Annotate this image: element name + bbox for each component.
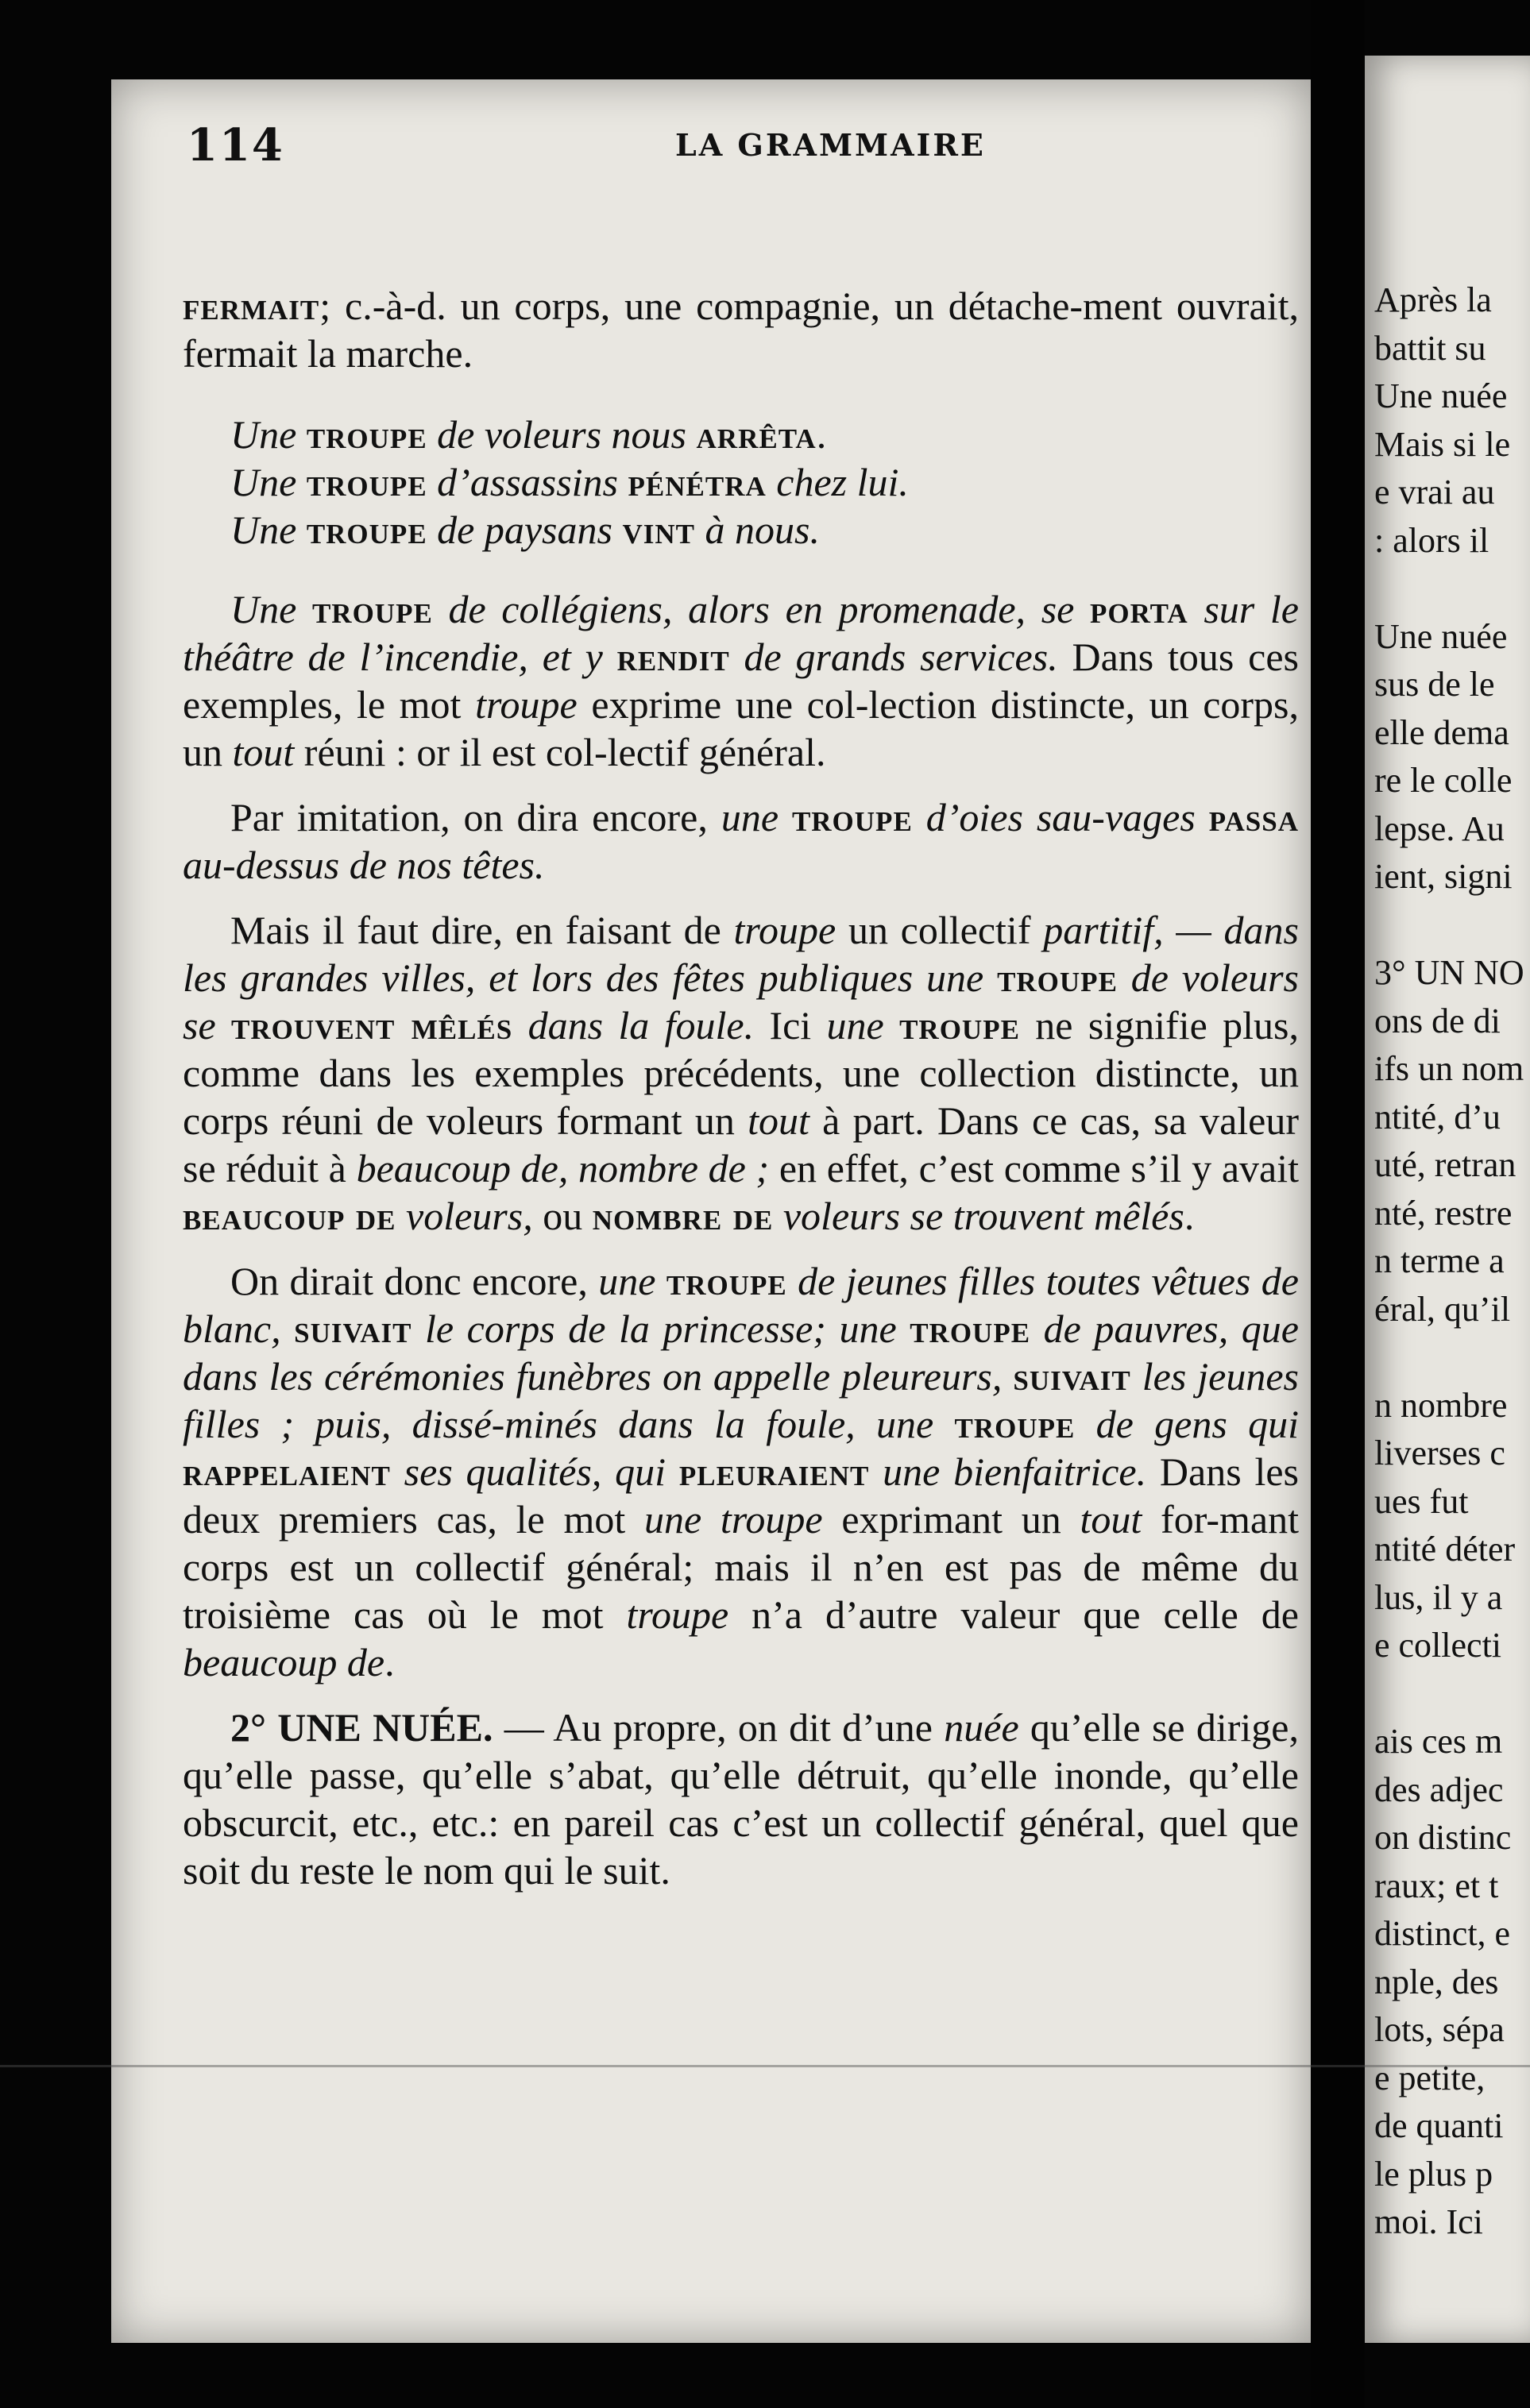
facing-line: e collecti xyxy=(1374,1626,1502,1665)
example-line xyxy=(230,411,1299,458)
facing-line: ais ces m xyxy=(1374,1722,1503,1761)
text-run: une troupe xyxy=(644,1497,823,1542)
text-run: de gens qui xyxy=(1075,1402,1299,1446)
text-run: à nous. xyxy=(695,507,820,552)
facing-line: nple, des xyxy=(1374,1962,1499,2001)
text-run: les jeunes filles ; puis, dissé-minés dans la foule, une xyxy=(183,1354,1299,1446)
text-run: Une xyxy=(230,460,307,504)
text-run: troupe xyxy=(666,1259,787,1303)
facing-line: ues fut xyxy=(1374,1481,1469,1521)
text-run: au-dessus de nos têtes. xyxy=(183,843,545,887)
facing-line xyxy=(1374,565,1525,613)
text-run: sur le théâtre de l’incendie, et y xyxy=(183,587,1299,679)
facing-page-fragments xyxy=(1374,276,1525,2247)
facing-line: sus de le xyxy=(1374,665,1495,704)
text-run: beaucoup de xyxy=(183,1640,385,1684)
text-run: exprimant un xyxy=(822,1497,1080,1542)
text-run: Ici xyxy=(754,1003,827,1048)
text-run: réuni : or il est col-lectif général. xyxy=(294,730,826,774)
facing-line: elle dema xyxy=(1374,712,1509,752)
example-line xyxy=(230,506,1299,554)
text-run: qu’elle se dirige, qu’elle passe, qu’elle s’abat, qu’elle détruit, qu’elle inonde, qu’elle obscurcit, etc., etc.: en pareil cas c’est un collectif général, quel que soit du reste le nom qui le suit. xyxy=(183,1705,1299,1893)
facing-line: n nombre xyxy=(1374,1385,1508,1425)
facing-line: liverses c xyxy=(1374,1434,1505,1472)
facing-line: : alors il xyxy=(1374,520,1489,560)
running-head: LA GRAMMAIRE xyxy=(675,127,986,163)
text-run: un collectif xyxy=(836,908,1044,952)
facing-line: lots, sépa xyxy=(1374,2010,1505,2049)
text-run: rendit xyxy=(616,635,730,679)
facing-line: lus, il y a xyxy=(1374,1577,1503,1617)
facing-line: éral, qu’il xyxy=(1374,1289,1511,1329)
text-run: une xyxy=(826,1003,900,1048)
facing-line: 3° UN NO xyxy=(1374,953,1524,992)
text-run: pleuraient xyxy=(678,1449,870,1494)
text-run: ou xyxy=(532,1194,593,1238)
facing-line xyxy=(1374,1670,1525,1719)
text-run: une bienfaitrice. xyxy=(869,1449,1147,1494)
facing-line: ntité, d’u xyxy=(1374,1097,1501,1136)
text-run: de collégiens, alors en promenade, se xyxy=(432,587,1091,631)
facing-line: Après la xyxy=(1374,280,1492,319)
text-run: troupe xyxy=(910,1306,1031,1351)
text-run: à part. Dans ce cas, sa valeur se réduit à xyxy=(183,1098,1299,1190)
text-run: de voleurs nous xyxy=(427,412,697,457)
example-sentences xyxy=(230,411,1299,554)
facing-line: ons de di xyxy=(1374,1001,1501,1040)
paragraph xyxy=(183,793,1299,889)
paragraph-section-2 xyxy=(183,1704,1299,1894)
text-run: Une xyxy=(230,412,307,457)
text-run: tout xyxy=(1080,1497,1142,1542)
text-run: nombre de xyxy=(592,1194,774,1238)
paragraph xyxy=(183,1257,1299,1686)
text-run xyxy=(773,1194,783,1238)
facing-line: ntité déter xyxy=(1374,1530,1516,1569)
text-run: n’a d’autre valeur que celle de xyxy=(728,1592,1299,1637)
text-run: partitif, — dans les grandes villes, et lors des fêtes publiques une xyxy=(183,908,1299,1000)
page-number: 114 xyxy=(187,119,284,172)
text-run: troupe xyxy=(306,460,427,504)
facing-line: des adjec xyxy=(1374,1769,1504,1809)
text-run: d’assassins xyxy=(427,460,628,504)
facing-line xyxy=(1374,1333,1525,1382)
facing-line: e petite, xyxy=(1374,2058,1486,2097)
facing-line: Mais si le xyxy=(1374,424,1511,464)
text-run: nuée xyxy=(944,1705,1019,1750)
text-run: . xyxy=(1184,1194,1195,1238)
text-run: troupe xyxy=(954,1402,1076,1446)
text-run: voleurs se trouvent mêlés xyxy=(782,1194,1184,1238)
text-run: troupe xyxy=(791,795,913,839)
paragraph xyxy=(183,585,1299,776)
text-run: troupe xyxy=(626,1592,729,1637)
main-text xyxy=(183,282,1299,1912)
text-run: . xyxy=(384,1640,395,1684)
text-run: exprime une col-lection distincte, un corps, un xyxy=(183,682,1300,774)
facing-line: Une nuée xyxy=(1374,376,1508,415)
text-run: pénétra xyxy=(628,460,767,504)
text-run: — Au propre, on dit d’une xyxy=(493,1705,945,1750)
facing-line: battit su xyxy=(1374,328,1486,368)
facing-line: raux; et t xyxy=(1374,1866,1499,1905)
text-run: troupe xyxy=(997,955,1118,1000)
text-run: dans la foule. xyxy=(512,1003,755,1048)
facing-line xyxy=(1374,901,1525,950)
text-run: de jeunes filles toutes vêtues de blanc, xyxy=(183,1259,1300,1351)
text-run: troupe xyxy=(306,507,427,552)
text-run: troupe xyxy=(311,587,433,631)
text-run: le corps de la princesse; une xyxy=(411,1306,910,1351)
text-run: troupe xyxy=(475,682,578,727)
text-run: troupe xyxy=(733,908,836,952)
paragraph-continuation xyxy=(183,282,1299,377)
text-run: tout xyxy=(232,730,295,774)
section-heading: 2° UNE NUÉE. xyxy=(230,1705,493,1750)
facing-line: on distinc xyxy=(1374,1818,1512,1857)
text-run: en effet, c’est comme s’il y avait xyxy=(769,1146,1300,1190)
text-run: passa xyxy=(1208,795,1299,839)
text-run: chez lui. xyxy=(766,460,909,504)
facing-line: e vrai au xyxy=(1374,473,1495,511)
text-run: vint xyxy=(622,507,696,552)
text-run: beaucoup de xyxy=(183,1194,396,1238)
text-run: Une xyxy=(230,587,312,631)
facing-line: nté, restre xyxy=(1374,1193,1513,1233)
text-run: ; c.-à-d. un corps, une compagnie, un détache-ment ouvrait, fermait la marche. xyxy=(183,284,1299,376)
text-run: voleurs, xyxy=(406,1194,533,1238)
facing-line: uté, retran xyxy=(1374,1145,1516,1184)
facing-line: ifs un nom xyxy=(1374,1049,1524,1088)
text-run: Par imitation, on dira encore, xyxy=(230,795,721,839)
text-run: porta xyxy=(1090,587,1188,631)
text-run: ses qualités, qui xyxy=(390,1449,679,1494)
facing-line: n terme a xyxy=(1374,1241,1505,1280)
text-run: une xyxy=(598,1259,666,1303)
text-run: . xyxy=(816,412,827,457)
text-run: ne signifie plus, comme dans les exemples précédents, une collection distincte, un corps réuni de voleurs formant un xyxy=(183,1003,1299,1143)
facing-line: le plus p xyxy=(1374,2154,1493,2194)
text-run: Mais il faut dire, en faisant de xyxy=(230,908,734,952)
text-run: troupe xyxy=(306,412,427,457)
text-run: trouvent mêlés xyxy=(231,1003,513,1048)
text-run: de pauvres, que dans les cérémonies funèbres on appelle pleureurs, xyxy=(183,1306,1299,1399)
facing-line: Une nuée xyxy=(1374,616,1508,656)
text-run: fermait xyxy=(183,284,320,328)
text-run: une xyxy=(721,795,792,839)
facing-line: moi. Ici xyxy=(1374,2202,1483,2241)
facing-line: distinct, e xyxy=(1374,1914,1511,1953)
facing-line: re le colle xyxy=(1374,761,1513,800)
text-run: de voleurs se xyxy=(183,955,1299,1048)
text-run: Dans tous ces exemples, le mot xyxy=(183,635,1299,727)
text-run: troupe xyxy=(899,1003,1020,1048)
text-run: de grands services. xyxy=(729,635,1058,679)
text-run: Une xyxy=(230,507,307,552)
text-run: suivait xyxy=(294,1306,412,1351)
text-run: beaucoup de, nombre de ; xyxy=(356,1146,770,1190)
text-run: for-mant corps est un collectif général; mais il n’en est pas de même du troisième cas où le mot xyxy=(183,1497,1299,1637)
facing-line: ient, signi xyxy=(1374,857,1513,896)
text-run xyxy=(396,1194,407,1238)
paragraph xyxy=(183,906,1299,1240)
book-gutter xyxy=(1311,0,1365,2408)
facing-line: de quanti xyxy=(1374,2106,1504,2145)
text-run: arrêta xyxy=(696,412,817,457)
text-run: de paysans xyxy=(427,507,623,552)
text-run: On dirait donc encore, xyxy=(230,1259,599,1303)
text-run: suivait xyxy=(1013,1354,1131,1399)
facing-line: lepse. Au xyxy=(1374,808,1505,848)
text-run: Dans les deux premiers cas, le mot xyxy=(183,1449,1299,1542)
text-run: tout xyxy=(748,1098,809,1143)
text-run: rappelaient xyxy=(183,1449,391,1494)
scanner-line-artifact xyxy=(0,2065,1530,2067)
page-header xyxy=(187,119,1219,183)
example-line xyxy=(230,458,1299,506)
text-run: d’oies sau-vages xyxy=(912,795,1209,839)
